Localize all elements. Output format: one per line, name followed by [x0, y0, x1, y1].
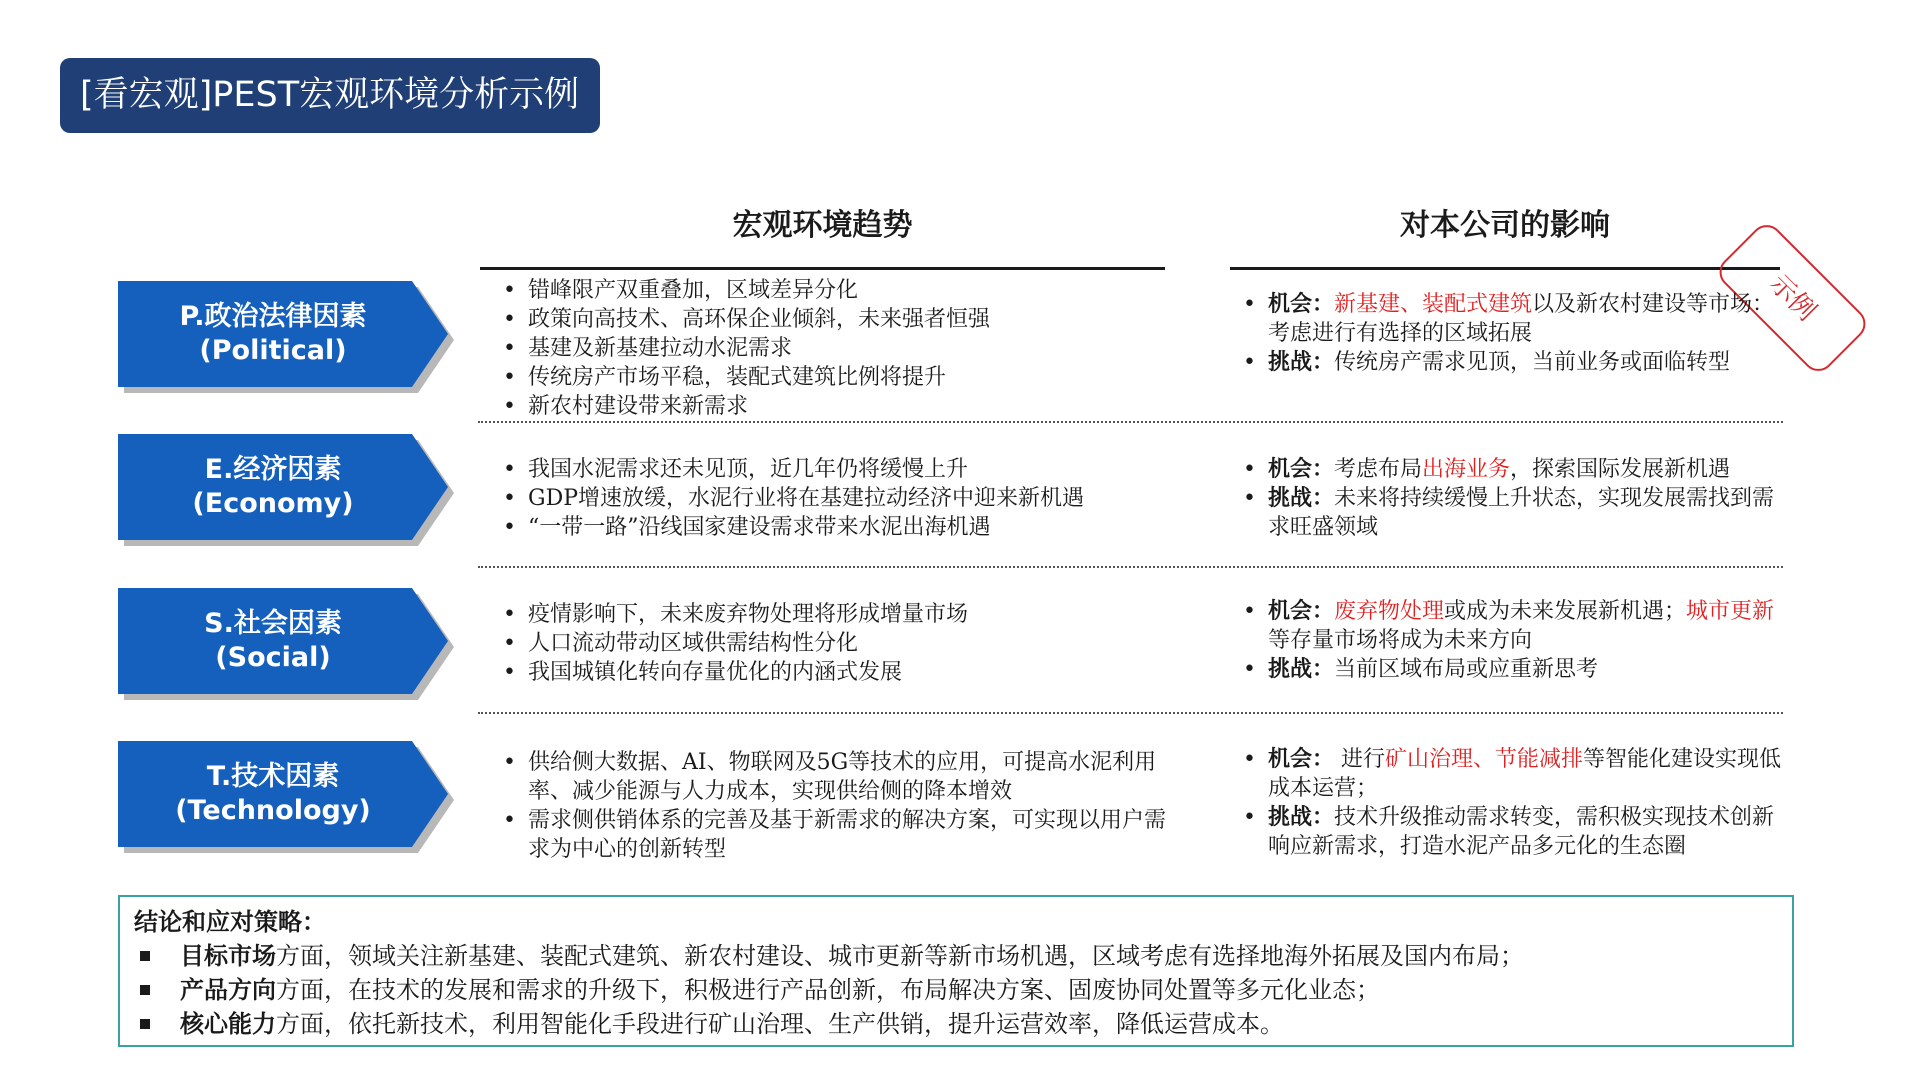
factor-english-name: (Social) — [215, 642, 331, 673]
impact-list-technology — [1240, 745, 1785, 861]
trend-list-political — [500, 276, 990, 421]
trend-list-economy — [500, 455, 1084, 542]
opportunity-text — [1268, 292, 1774, 346]
challenge-text: 未来将持续缓慢上升状态，实现发展需找到需求旺盛领域 — [1268, 486, 1775, 540]
factor-english-name: (Economy) — [192, 488, 354, 519]
square-bullet-icon — [140, 1019, 150, 1029]
highlight-text: 废弃物处理 — [1334, 599, 1445, 624]
conclusion-item-key: 核心能力 — [180, 1009, 276, 1038]
opportunity-label: 机会： — [1268, 291, 1335, 317]
example-stamp: 示例 — [1713, 218, 1872, 377]
factor-political — [118, 281, 448, 387]
trend-list-social — [500, 600, 968, 687]
conclusion-item — [134, 939, 1778, 973]
body-text: ，探索国际发展新机遇 — [1510, 457, 1731, 482]
trend-item: • 人口流动带动区域供需结构性分化 — [500, 629, 968, 658]
row-separator — [478, 421, 1783, 423]
highlight-text: 城市更新 — [1686, 599, 1775, 624]
conclusion-item — [134, 973, 1778, 1007]
challenge-item — [1240, 655, 1785, 684]
factor-english-name: (Technology) — [175, 795, 371, 826]
conclusion-item-text: 方面，依托新技术，利用智能化手段进行矿山治理、生产供销，提升运营效率，降低运营成本。 — [276, 1010, 1284, 1038]
highlight-text: 矿山治理、节能减排 — [1385, 747, 1584, 772]
opportunity-label: 机会： — [1268, 456, 1335, 482]
page-title: [看宏观]PEST宏观环境分析示例 — [60, 58, 600, 133]
challenge-item — [1240, 484, 1785, 542]
challenge-label: 挑战： — [1268, 349, 1335, 375]
challenge-text: 当前区域布局或应重新思考 — [1334, 657, 1599, 682]
impact-column-header: 对本公司的影响 — [1400, 208, 1610, 243]
factor-economy — [118, 434, 448, 540]
challenge-item — [1240, 348, 1785, 377]
impact-list-social — [1240, 597, 1785, 684]
highlight-text: 新基建、装配式建筑 — [1334, 292, 1533, 317]
opportunity-item — [1240, 745, 1785, 803]
opportunity-label: 机会： — [1268, 598, 1335, 624]
conclusion-item — [134, 1007, 1778, 1041]
square-bullet-icon — [140, 951, 150, 961]
highlight-text: 出海业务 — [1422, 457, 1511, 482]
body-text: 考虑布局 — [1334, 457, 1423, 482]
factor-english-name: (Political) — [199, 335, 347, 366]
row-separator — [478, 712, 1783, 714]
trend-item: • 供给侧大数据、AI、物联网及5G等技术的应用，可提高水泥利用率、减少能源与人力成本，实现供给侧的降本增效 — [500, 748, 1180, 806]
opportunity-item — [1240, 290, 1785, 348]
trend-item: • GDP增速放缓，水泥行业将在基建拉动经济中迎来新机遇 — [500, 484, 1084, 513]
challenge-label: 挑战： — [1268, 804, 1335, 830]
trend-item: • 政策向高技术、高环保企业倾斜，未来强者恒强 — [500, 305, 990, 334]
factor-name: S.社会因素 — [204, 608, 342, 639]
opportunity-text — [1268, 599, 1774, 653]
factor-technology — [118, 741, 448, 847]
trend-item: • 传统房产市场平稳，装配式建筑比例将提升 — [500, 363, 990, 392]
trend-item: • 需求侧供销体系的完善及基于新需求的解决方案，可实现以用户需求为中心的创新转型 — [500, 806, 1180, 864]
impact-header-rule — [1230, 267, 1780, 270]
conclusion-heading: 结论和应对策略： — [134, 907, 326, 936]
trend-item: • 新农村建设带来新需求 — [500, 392, 990, 421]
opportunity-item — [1240, 455, 1785, 484]
opportunity-label: 机会： — [1268, 746, 1335, 772]
factor-name: P.政治法律因素 — [179, 301, 367, 332]
conclusion-item-key: 目标市场 — [180, 941, 276, 970]
challenge-label: 挑战： — [1268, 485, 1335, 511]
factor-name: E.经济因素 — [204, 454, 342, 485]
square-bullet-icon — [140, 985, 150, 995]
trend-item: • 基建及新基建拉动水泥需求 — [500, 334, 990, 363]
body-text: 进行 — [1334, 747, 1386, 772]
challenge-text: 技术升级推动需求转变，需积极实现技术创新响应新需求，打造水泥产品多元化的生态圈 — [1268, 805, 1775, 859]
challenge-text: 传统房产需求见顶，当前业务或面临转型 — [1334, 350, 1731, 375]
trend-column-header: 宏观环境趋势 — [732, 208, 913, 243]
row-separator — [478, 566, 1783, 568]
conclusion-item-key: 产品方向 — [180, 975, 276, 1004]
body-text: 等智能化建设实现低成本运营； — [1268, 747, 1782, 801]
factor-social — [118, 588, 448, 694]
trend-list-technology — [500, 748, 1180, 864]
trend-item: • “一带一路”沿线国家建设需求带来水泥出海机遇 — [500, 513, 1084, 542]
trend-item: • 我国水泥需求还未见顶，近几年仍将缓慢上升 — [500, 455, 1084, 484]
opportunity-item — [1240, 597, 1785, 655]
challenge-item — [1240, 803, 1785, 861]
body-text: 以及新农村建设等市场：考虑进行有选择的区域拓展 — [1268, 292, 1775, 346]
factor-name: T.技术因素 — [206, 761, 340, 792]
challenge-label: 挑战： — [1268, 656, 1335, 682]
opportunity-text — [1334, 457, 1730, 482]
impact-list-political — [1240, 290, 1785, 377]
trend-item: • 我国城镇化转向存量优化的内涵式发展 — [500, 658, 968, 687]
body-text: 等存量市场将成为未来方向 — [1268, 628, 1533, 653]
impact-list-economy — [1240, 455, 1785, 542]
conclusion-box — [118, 895, 1794, 1047]
trend-item: • 错峰限产双重叠加，区域差异分化 — [500, 276, 990, 305]
conclusion-item-text: 方面，在技术的发展和需求的升级下，积极进行产品创新，布局解决方案、固废协同处置等多元化业态； — [276, 976, 1380, 1004]
opportunity-text — [1268, 747, 1781, 801]
conclusion-item-text: 方面，领域关注新基建、装配式建筑、新农村建设、城市更新等新市场机遇，区域考虑有选择地海外拓展及国内布局； — [276, 942, 1524, 970]
trend-item: • 疫情影响下，未来废弃物处理将形成增量市场 — [500, 600, 968, 629]
body-text: 或成为未来发展新机遇； — [1444, 599, 1687, 624]
trend-header-rule — [480, 267, 1165, 270]
